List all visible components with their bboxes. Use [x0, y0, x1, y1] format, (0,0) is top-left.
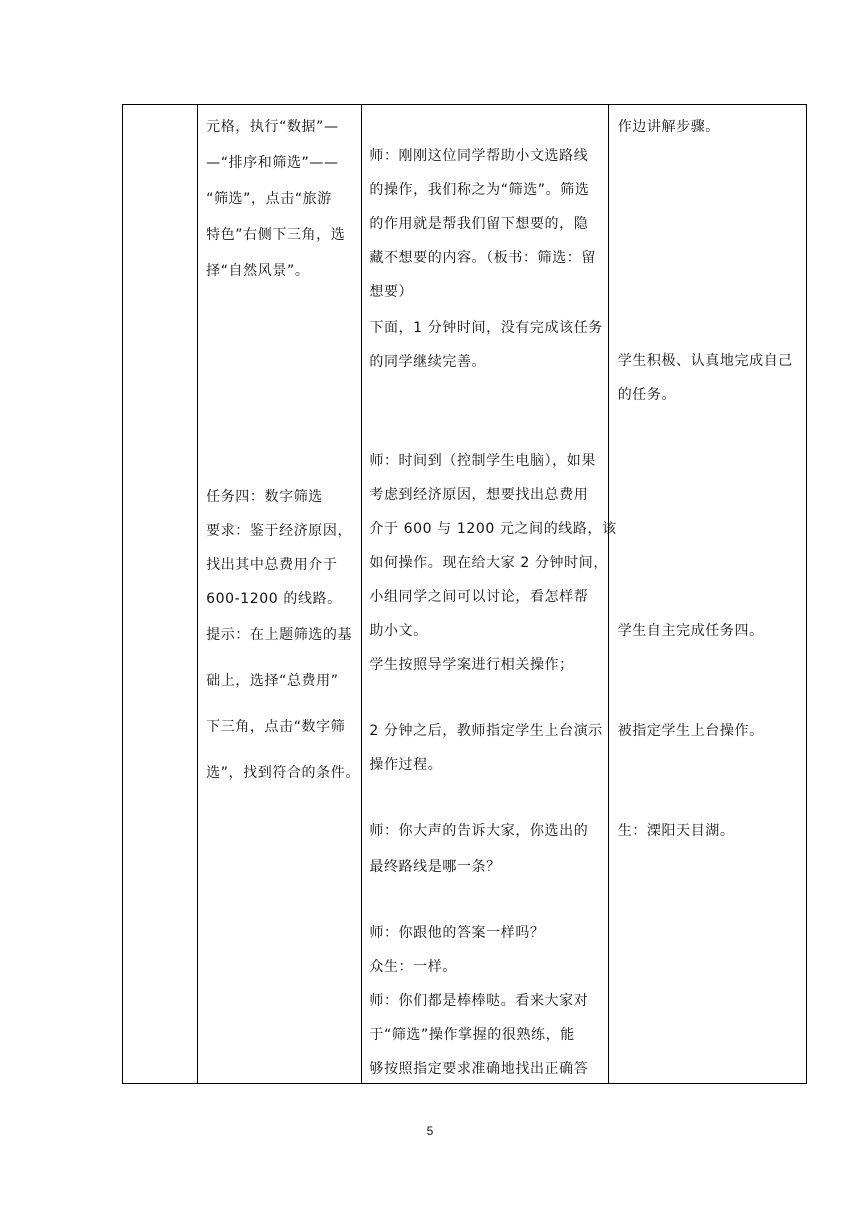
task-content-body [198, 105, 361, 1083]
teacher-text-line: 小组同学之间可以讨论，看怎样帮 [369, 589, 589, 605]
task-text-line: 特色”右侧下三角，选 [206, 227, 346, 243]
table-row [123, 105, 807, 1084]
teacher-text-line: 师：你跟他的答案一样吗？ [369, 925, 545, 941]
page-number: 5 [426, 1124, 434, 1138]
student-text-line: 学生积极、认真地完成自己 [617, 353, 793, 369]
teacher-text-line: 的操作，我们称之为“筛选”。筛选 [369, 182, 590, 198]
task-text-line: “筛选”，点击“旅游 [206, 191, 332, 207]
teacher-text-line: 下面，1 分钟时间，没有完成该任务 [369, 320, 603, 336]
teacher-text-line: 师：时间到（控制学生电脑），如果 [369, 453, 596, 469]
student-text-line: 的任务。 [617, 387, 677, 403]
task-text-line: 要求：鉴于经济原因， [206, 523, 353, 539]
teacher-activity-body [362, 105, 617, 1083]
student-activity-cell [608, 105, 806, 1084]
stage-cell-body [123, 105, 197, 1083]
teacher-text-line: 够按照指定要求准确地找出正确答 [369, 1061, 589, 1077]
hint-text-line: 提示：在上题筛选的基 [206, 627, 353, 643]
teacher-text-line: 最终路线是哪一条？ [369, 859, 501, 875]
hint-text-line: 选”，找到符合的条件。 [206, 765, 360, 781]
hint-text-line: 础上，选择“总费用” [206, 673, 339, 689]
task-text-line: —“排序和筛选”—— [206, 155, 339, 171]
task-text-line: 找出其中总费用介于 [206, 557, 338, 573]
teacher-text-line: 考虑到经济原因，想要找出总费用 [369, 487, 589, 503]
stage-column-cell [123, 105, 198, 1084]
task-four-title: 任务四：数字筛选 [206, 489, 323, 505]
teacher-text-line: 助小文。 [369, 623, 428, 639]
student-text-line: 生：溧阳天目湖。 [617, 823, 735, 839]
teacher-text-line: 的作用就是帮我们留下想要的，隐 [369, 216, 589, 232]
teacher-text-line: 2 分钟之后，教师指定学生上台演示 [369, 723, 603, 739]
teacher-activity-cell [362, 105, 617, 1084]
teacher-text-line: 学生按照导学案进行相关操作； [369, 657, 574, 673]
teacher-text-line: 师：你们都是棒棒哒。看来大家对 [369, 993, 589, 1009]
teacher-text-line: 操作过程。 [369, 757, 443, 773]
lesson-plan-table [122, 104, 807, 1084]
teacher-text-line: 于“筛选”操作掌握的很熟练，能 [369, 1027, 575, 1043]
student-activity-body [609, 105, 806, 1083]
teacher-text-line: 藏不想要的内容。（板书：筛选：留 [369, 250, 596, 266]
student-text-line: 作边讲解步骤。 [617, 119, 720, 135]
student-text-line: 被指定学生上台操作。 [617, 723, 764, 739]
teacher-text-line: 的同学继续完善。 [369, 354, 487, 370]
teacher-text-line: 众生：一样。 [369, 959, 457, 975]
task-content-cell [198, 105, 362, 1084]
teacher-text-line: 介于 600 与 1200 元之间的线路，该 [369, 521, 617, 537]
hint-text-line: 下三角，点击“数字筛 [206, 719, 346, 735]
teacher-text-line: 想要） [369, 284, 414, 300]
task-text-line: 600-1200 的线路。 [206, 591, 342, 607]
task-text-line: 择“自然风景”。 [206, 263, 310, 279]
teacher-text-line: 师：刚刚这位同学帮助小文选路线 [369, 148, 589, 164]
student-text-line: 学生自主完成任务四。 [617, 623, 764, 639]
task-text-line: 元格，执行“数据”— [206, 119, 339, 135]
teacher-text-line: 如何操作。现在给大家 2 分钟时间， [369, 555, 608, 571]
teacher-text-line: 师：你大声的告诉大家，你选出的 [369, 823, 589, 839]
